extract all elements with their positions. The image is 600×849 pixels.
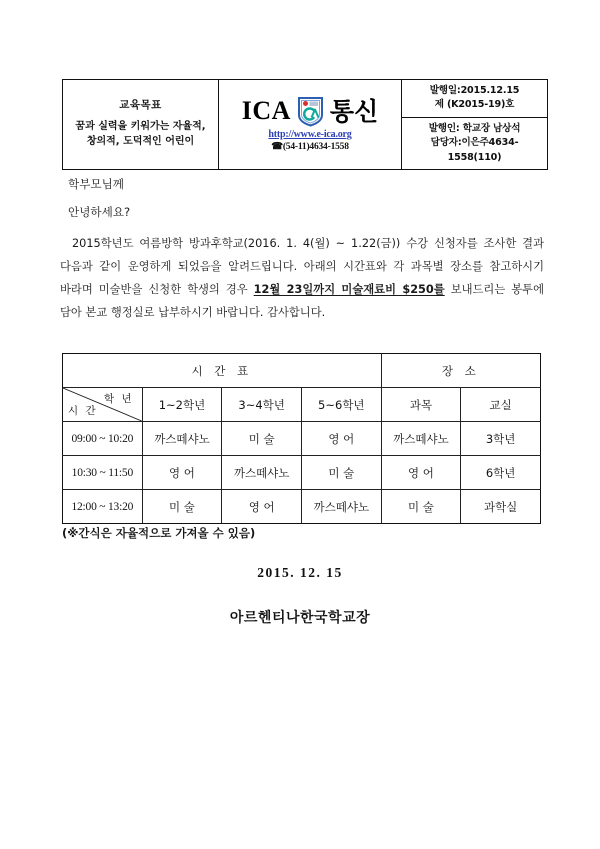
table-row [63,490,541,524]
logo-lockup [221,96,399,126]
cell-grade-1-2: 까스떼샤노 [142,422,222,456]
education-goal-line-2: 창의적, 도덕적인 어린이 [86,135,195,147]
table-column-header-row [63,388,541,422]
contact-person: 담당자:이은주4634-1558(110) [430,137,519,163]
education-goal-line-1: 꿈과 실력을 키워가는 자율적, [75,121,206,133]
cell-grade-3-4: 미 술 [222,422,302,456]
cell-subject: 영 어 [381,456,461,490]
logo-latin-text: ICA [241,96,291,126]
publication-date: 발행일:2015.12.15 [429,85,520,96]
table-row [63,456,541,490]
payment-emphasis-text: 12월 23일까지 미술재료비 $250를 [253,283,445,297]
newsletter-logo-cell [219,80,402,170]
letter-body [60,176,544,325]
column-header-grade-5-6: 5~6학년 [301,388,381,422]
corner-split-cell [63,388,143,422]
school-emblem-icon [297,96,324,127]
letter-greeting: 안녕하세요? [68,205,131,219]
cell-time: 10:30 ~ 11:50 [63,456,143,490]
cell-classroom: 과학실 [461,490,541,524]
publication-issue-number: 제 (K2015-19)호 [434,99,515,111]
cell-time: 09:00 ~ 10:20 [63,422,143,456]
cell-grade-5-6: 미 술 [301,456,381,490]
publication-info-cell [402,80,548,170]
cell-grade-1-2: 영 어 [142,456,222,490]
table-row [63,422,541,456]
publication-contact-block [402,117,547,169]
cell-subject: 까스떼샤노 [381,422,461,456]
masthead [62,79,548,170]
school-website-link[interactable]: http://www.e-ica.org [268,129,352,141]
cell-grade-3-4: 까스떼샤노 [222,456,302,490]
cell-classroom: 3학년 [461,422,541,456]
education-goal-text [63,115,218,155]
cell-grade-1-2: 미 술 [142,490,222,524]
column-header-subject: 과목 [381,388,461,422]
education-goal-cell [63,80,219,170]
letter-salutation: 학부모님께 [68,177,124,191]
school-phone-number: ☎(54-11)4634-1558 [271,142,349,153]
cell-grade-5-6: 까스떼샤노 [301,490,381,524]
closing-signer: 아르헨티나한국학교장 [229,610,371,626]
group-header-place: 장 소 [381,354,540,388]
education-goal-title: 교육목표 [119,99,162,112]
column-header-grade-1-2: 1~2학년 [142,388,222,422]
table-group-header-row [63,354,541,388]
paragraph-text-before: 2015학년도 여름방학 방과후학교(2016. 1. 4(월) ~ 1.22(금)) 수강 신청자를 조사한 결과 다음과 같이 운영하게 되었음을 알려드립니다. 아래의 시간표와 각 과목별 장소를 참고하시기 바라며 미술반을 신청한 학생의 경우 [60,237,544,297]
column-header-classroom: 교실 [461,388,541,422]
schedule-table [62,353,541,524]
cell-classroom: 6학년 [461,456,541,490]
column-header-grade-3-4: 3~4학년 [222,388,302,422]
letter-paragraph [60,232,544,325]
corner-label-grade: 학 년 [104,393,134,405]
group-header-schedule: 시 간 표 [63,354,382,388]
corner-label-time: 시 간 [68,405,98,417]
cell-time: 12:00 ~ 13:20 [63,490,143,524]
publication-issue-block [402,80,547,117]
masthead-row [63,80,548,170]
cell-grade-5-6: 영 어 [301,422,381,456]
closing-date: 2015. 12. 15 [257,565,343,580]
cell-subject: 미 술 [381,490,461,524]
cell-grade-3-4: 영 어 [222,490,302,524]
paragraph-text-after: 보내드리는 봉투에 담아 본교 행정실로 납부하시기 바랍니다. 감사합니다. [60,283,544,320]
snack-footnote: (※간식은 자율적으로 가져올 수 있음) [62,526,256,540]
logo-korean-text: 통신 [329,96,379,126]
publisher-name: 발행인: 학교장 남상석 [428,122,521,134]
